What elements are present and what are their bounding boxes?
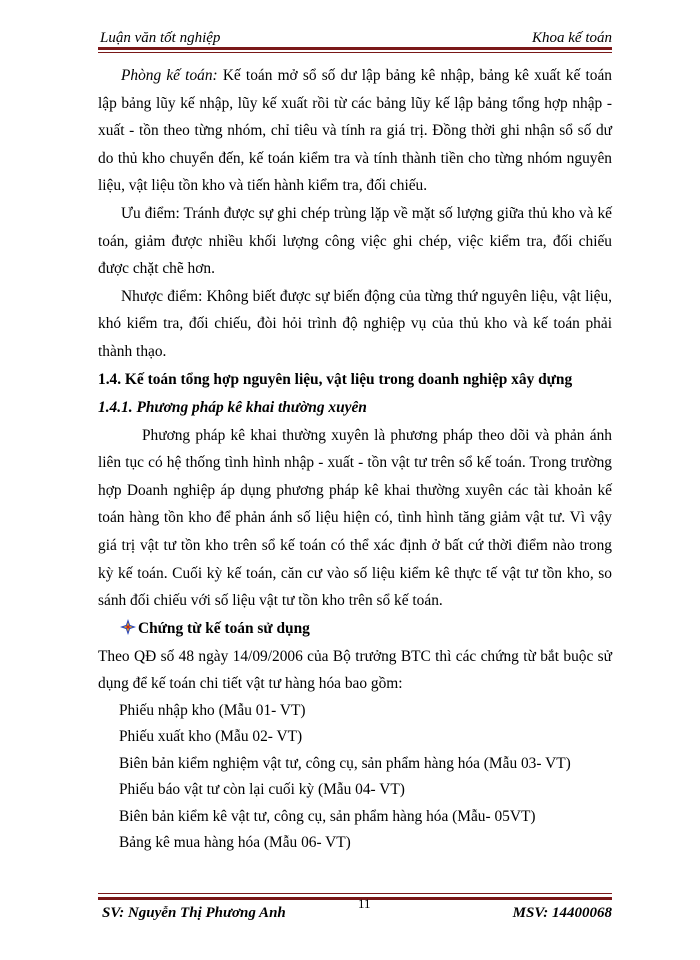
list-item: Bảng kê mua hàng hóa (Mẫu 06- VT)	[119, 834, 351, 852]
diamond-bullet-icon	[120, 619, 136, 635]
section-heading-1-4-1: 1.4.1. Phương pháp kê khai thường xuyên	[98, 398, 367, 416]
header-faculty: Khoa kế toán	[532, 30, 612, 46]
list-item: Biên bản kiểm nghiệm vật tư, công cụ, sản phẩm hàng hóa (Mẫu 03- VT)	[119, 754, 571, 772]
paragraph-uu-diem: Ưu điểm: Tránh được sự ghi chép trùng lặp về mặt số lượng giữa thủ kho và kế toán, giảm được nhiều khối lượng công việc ghi chép, việc kiểm tra, đối chiếu được chặt chẽ hơn.	[98, 204, 612, 278]
paragraph-nhuoc-diem: Nhược điểm: Không biết được sự biến động của từng thứ nguyên liệu, vật liệu, khó kiểm tra, đối chiếu, đòi hỏi trình độ nghiệp vụ của thủ kho và kế toán phải thành thạo.	[98, 287, 612, 360]
list-item: Phiếu nhập kho (Mẫu 01- VT)	[119, 701, 306, 719]
subheading-text: Chứng từ kế toán sử dụng	[138, 619, 310, 637]
page-body	[98, 62, 612, 857]
footer-rule-thick	[98, 897, 612, 900]
paragraph-quyet-dinh: Theo QĐ số 48 ngày 14/09/2006 của Bộ trưởng BTC thì các chứng từ bắt buộc sử dụng để kế toán chi tiết vật tư hàng hóa bao gồm:	[98, 647, 612, 693]
list-item: Phiếu xuất kho (Mẫu 02- VT)	[119, 728, 303, 746]
footer-student-id: MSV: 14400068	[512, 905, 612, 921]
list-item: Phiếu báo vật tư còn lại cuối kỳ (Mẫu 04- VT)	[119, 781, 405, 799]
header-rule-thin	[98, 52, 612, 53]
paragraph-text: Kế toán mở sổ số dư lập bảng kê nhập, bảng kê xuất kế toán lập bảng lũy kế nhập, lũy kế xuất rồi từ các bảng lũy kế lập bảng tổng hợp nhập - xuất - tồn theo từng nhóm, chỉ tiêu và tính ra giá trị. Đồng thời ghi nhận sổ số dư do thủ kho chuyển đến, kế toán kiểm tra và tính thành tiền cho từng nhóm nguyên liệu, vật liệu tồn kho và tiến hành kiểm tra, đối chiếu.	[98, 67, 612, 195]
section-heading-1-4: 1.4. Kế toán tổng hợp nguyên liệu, vật liệu trong doanh nghiệp xây dựng	[98, 370, 573, 388]
document-list	[98, 698, 612, 857]
page-number: 11	[358, 896, 371, 911]
footer-student-name: SV: Nguyễn Thị Phương Anh	[102, 905, 286, 921]
page-header	[100, 22, 612, 46]
header-rule-thick	[98, 47, 612, 50]
subheading-chung-tu	[98, 615, 612, 643]
paragraph-phong-ke-toan	[98, 62, 612, 200]
paragraph-lead: Phòng kế toán:	[121, 67, 218, 84]
list-item: Biên bản kiểm kê vật tư, công cụ, sản phẩm hàng hóa (Mẫu- 05VT)	[119, 807, 536, 825]
header-thesis-title: Luận văn tốt nghiệp	[100, 30, 221, 46]
paragraph-ke-khai: Phương pháp kê khai thường xuyên là phương pháp theo dõi và phản ánh liên tục có hệ thống tình hình nhập - xuất - tồn vật tư trên sổ kế toán. Trong trường hợp Doanh nghiệp áp dụng phương pháp kê khai thường xuyên các tài khoản kế toán hàng tồn kho để phản ánh số liệu hiện có, tình hình tăng giảm vật tư. Vì vậy giá trị vật tư tồn kho trên sổ kế toán có thể xác định ở bất cứ thời điểm nào trong kỳ kế toán. Cuối kỳ kế toán, căn cư vào số liệu kiểm kê thực tế vật tư tồn kho, so sánh đối chiếu với số liệu vật tư tồn kho trên sổ kế toán.	[98, 426, 612, 610]
footer-rule-thin	[98, 893, 612, 894]
